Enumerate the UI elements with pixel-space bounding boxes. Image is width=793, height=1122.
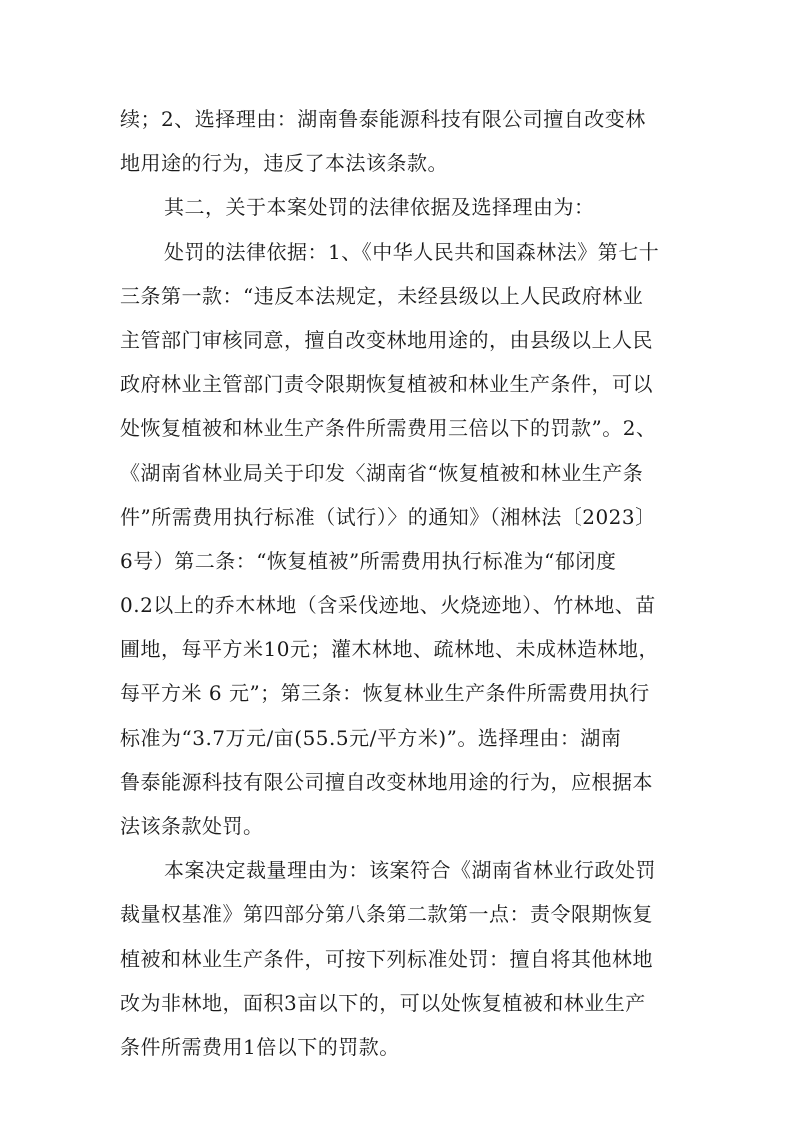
text-line: 圃地，每平方米10元；灌木林地、疏林地、未成林造林地， <box>120 637 659 662</box>
text-line: 处恢复植被和林业生产条件所需费用三倍以下的罚款”。2、 <box>120 416 657 441</box>
text-line: 政府林业主管部门责令限期恢复植被和林业生产条件，可以 <box>120 372 653 397</box>
text-line: 鲁泰能源科技有限公司擅自改变林地用途的行为，应根据本 <box>120 769 653 794</box>
paragraph-start-line: 处罚的法律依据：1、《中华人民共和国森林法》第七十 <box>164 239 660 264</box>
paragraph-start-line: 本案决定裁量理由为：该案符合《湖南省林业行政处罚 <box>164 858 656 883</box>
text-line: 6号）第二条：“恢复植被”所需费用执行标准为“郁闭度 <box>120 548 617 573</box>
text-line: 件”所需费用执行标准（试行）〉的通知》（湘林法〔2023〕 <box>120 504 656 529</box>
document-body <box>120 97 675 1069</box>
text-line: 法该条款处罚。 <box>120 814 264 838</box>
text-line: 裁量权基准》第四部分第八条第二款第一点：责令限期恢复 <box>120 902 653 927</box>
paragraph-start-line: 其二，关于本案处罚的法律依据及选择理由为： <box>164 195 595 220</box>
text-line: 《湖南省林业局关于印发〈湖南省“恢复植被和林业生产条 <box>120 460 644 485</box>
text-line: 条件所需费用1倍以下的罚款。 <box>120 1034 400 1059</box>
text-line: 植被和林业生产条件，可按下列标准处罚：擅自将其他林地 <box>120 946 653 971</box>
text-line: 标准为“3.7万元/亩(55.5元/平方米)”。选择理由：湖南 <box>120 725 622 750</box>
text-line: 改为非林地，面积3亩以下的，可以处恢复植被和林业生产 <box>120 990 646 1015</box>
text-line: 主管部门审核同意，擅自改变林地用途的，由县级以上人民 <box>120 327 653 352</box>
text-line: 三条第一款：“违反本法规定，未经县级以上人民政府林业 <box>120 283 644 308</box>
text-line: 地用途的行为，违反了本法该条款。 <box>120 151 448 176</box>
text-line: 续；2、选择理由：湖南鲁泰能源科技有限公司擅自改变林 <box>120 107 646 131</box>
text-line: 0.2以上的乔木林地（含采伐迹地、火烧迹地）、竹林地、苗 <box>120 593 656 618</box>
text-line: 每平方米 6 元”；第三条：恢复林业生产条件所需费用执行 <box>120 681 650 706</box>
